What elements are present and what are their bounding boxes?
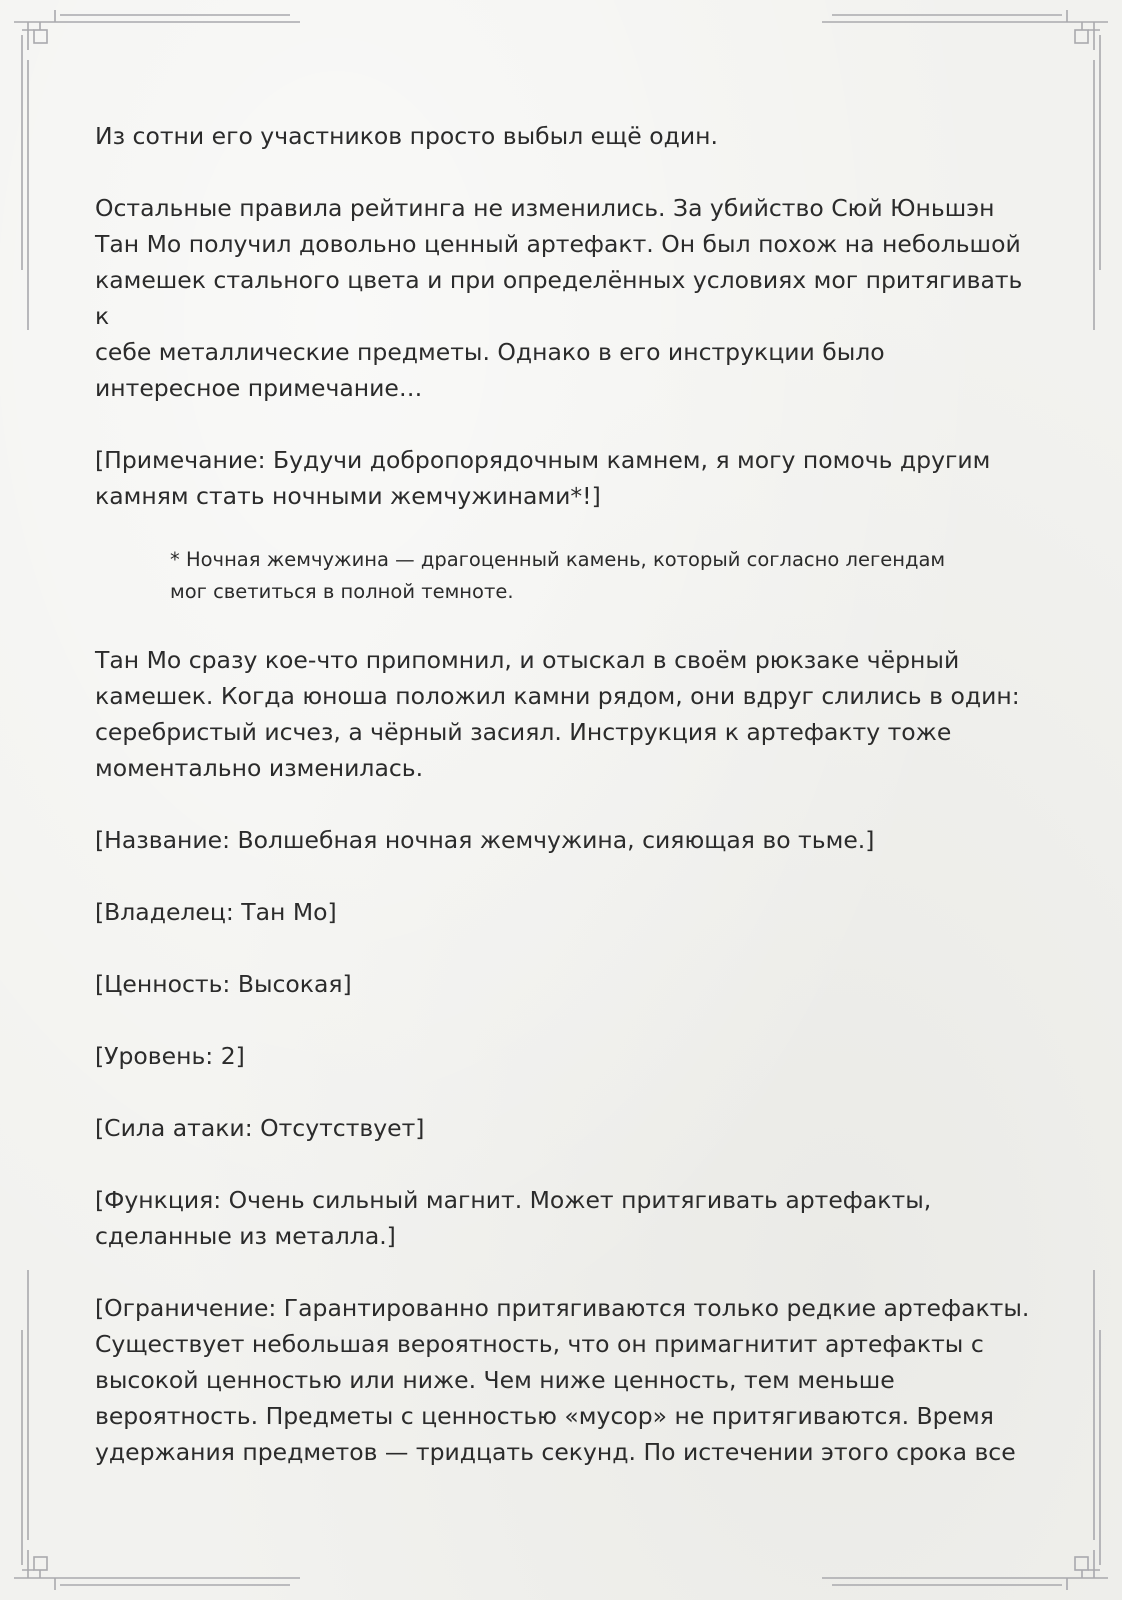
paragraph-note: [Примечание: Будучи добропорядочным камнем, я могу помочь другим камням стать ночными жемчужинами*!] [95,446,991,510]
document-body [95,118,1030,1470]
paragraph-1: Из сотни его участников просто выбыл ещё один. [95,122,718,150]
artifact-value: [Ценность: Высокая] [95,970,352,998]
artifact-attack: [Сила атаки: Отсутствует] [95,1114,425,1142]
paragraph-4: Тан Мо сразу кое-что припомнил, и отыскал в своём рюкзаке чёрный камешек. Когда юноша положил камни рядом, они вдруг слились в один: серебристый исчез, а чёрный засиял. Инструкция к артефакту тоже моментально изменилась. [95,646,1020,782]
footnote: * Ночная жемчужина — драгоценный камень, который согласно легендам мог светиться в полной темноте. [170,548,946,603]
artifact-owner: [Владелец: Тан Мо] [95,898,337,926]
artifact-name: [Название: Волшебная ночная жемчужина, сияющая во тьме.] [95,826,875,854]
artifact-function: [Функция: Очень сильный магнит. Может притягивать артефакты, сделанные из металла.] [95,1186,932,1250]
artifact-limitation: [Ограничение: Гарантированно притягиваются только редкие артефакты. Существует небольшая вероятность, что он примагнитит артефакты с высокой ценностью или ниже. Чем ниже ценность, тем меньше вероятность. Предметы с ценностью «мусор» не притягиваются. Время удержания предметов — тридцать секунд. По истечении этого срока все [95,1294,1030,1466]
artifact-level: [Уровень: 2] [95,1042,245,1070]
paragraph-2: Остальные правила рейтинга не изменились. За убийство Сюй Юньшэн Тан Мо получил довольно ценный артефакт. Он был похож на небольшой камешек стального цвета и при определённых условиях мог притягивать к себе металлические предметы. Однако в его инструкции было интересное примечание… [95,194,1023,402]
